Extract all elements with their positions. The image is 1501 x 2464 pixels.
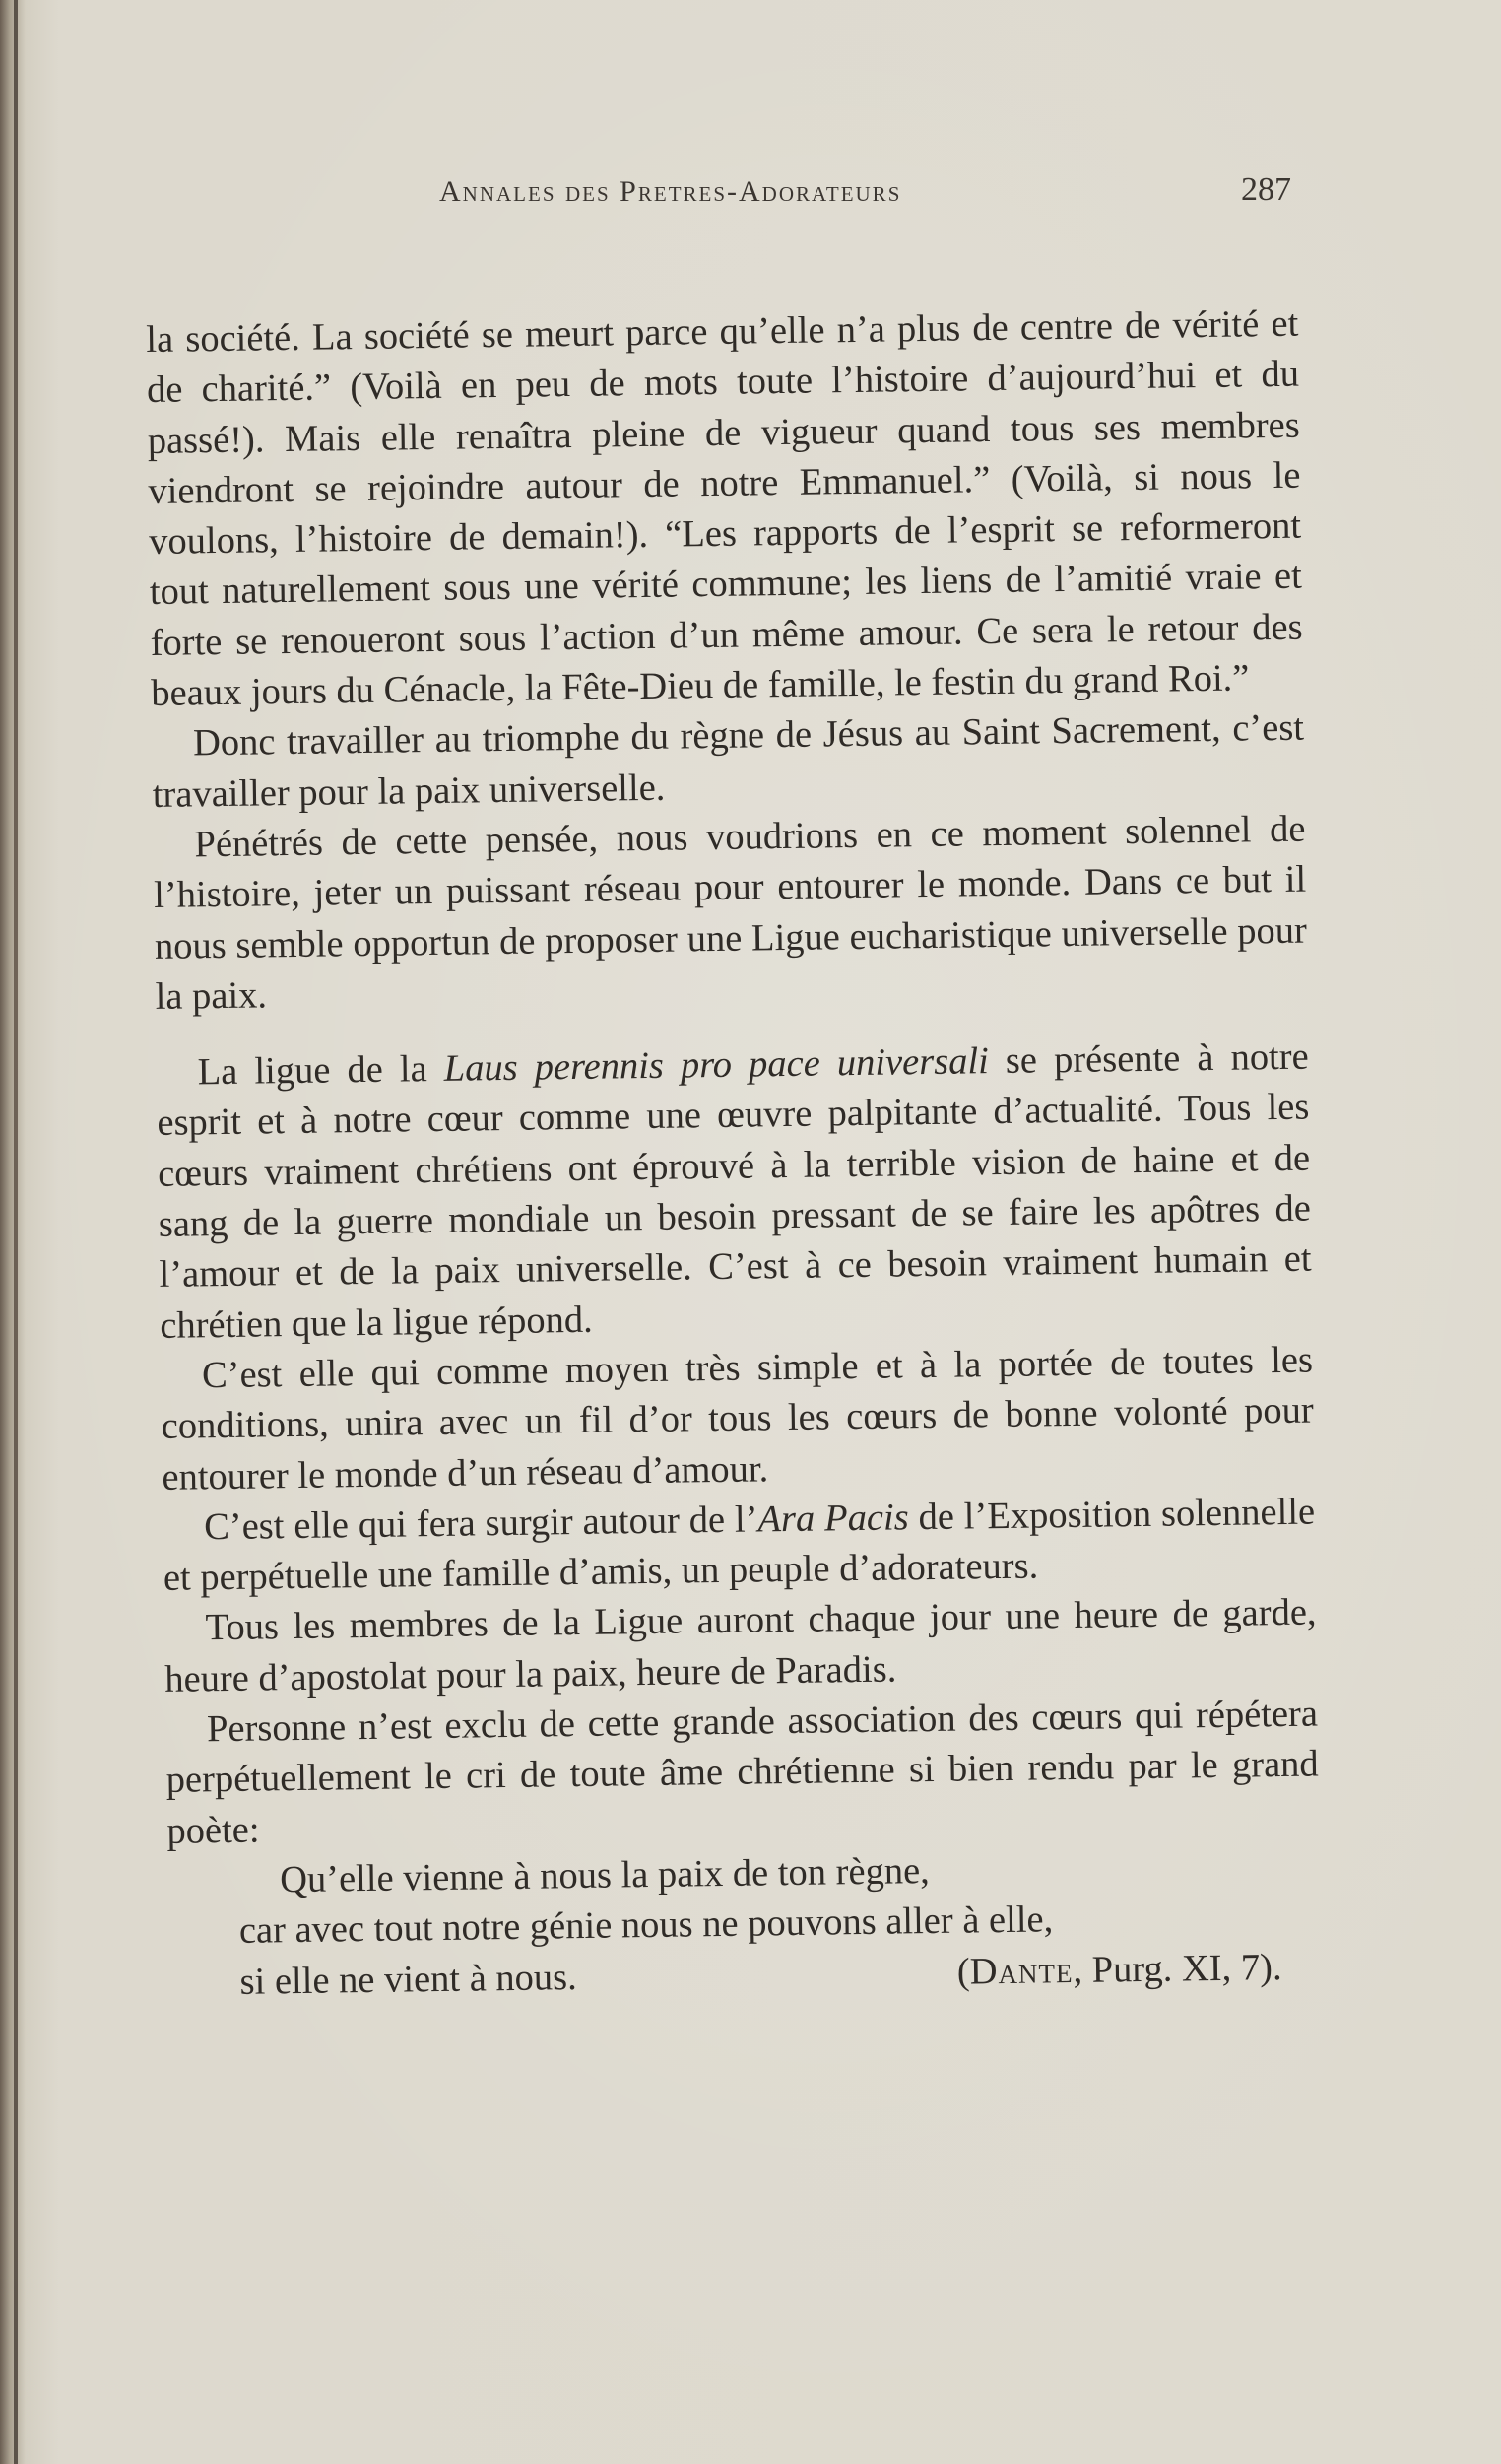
paragraph-laus-perennis-start: La ligue de la xyxy=(197,1048,445,1094)
citation-reference: , Purg. XI, 7). xyxy=(1073,1946,1282,1991)
paragraph-continuation: la société. La société se meurt parce qu’elle n’a plus de centre de vérité et de charité.” (Voilà en peu de mots toute l’histoire d’aujourd’hui et du passé!). Mais elle renaîtra pleine de vigueur quand tous ses membres viendront se rejoindre autour de notre Emmanuel.” (Voilà, si nous le voulons, l’histoire de demain!). “Les rapports de l’esprit se reformeront tout naturellement sous une vérité commune; les liens de l’amitié vraie et forte se renoueront sous l’action d’un même amour. Ce sera le retour des beaux jours du Cénacle, la Fête-Dieu de famille, le festin du grand Roi.” xyxy=(146,302,1303,715)
verse-line-2: car avec tout notre génie nous ne pouvons aller à elle, xyxy=(238,1898,1054,1953)
paragraph-membres-ligue: Tous les membres de la Ligue auront chaque jour une heure de garde, heure d’apostolat pour la paix, heure de Paradis. xyxy=(164,1591,1317,1700)
page-number: 287 xyxy=(1241,171,1291,208)
paragraph-ara-pacis-rest: de l’Exposition solennelle et perpétuelle une famille d’amis, un peuple d’adorateurs. xyxy=(163,1491,1316,1599)
paragraph-fil-dor: C’est elle qui comme moyen très simple et à la portée de toutes les conditions, unira avec un fil d’or tous les cœurs de bonne volonté pour entourer le monde d’un réseau d’amour. xyxy=(161,1339,1314,1498)
paragraph-laus-perennis xyxy=(156,1032,1312,1352)
italic-ara-pacis: Ara Pacis xyxy=(757,1497,909,1541)
verse-line-1: Qu’elle vienne à nous la paix de ton règne, xyxy=(279,1849,931,1901)
verse-quotation xyxy=(167,1840,1322,2008)
citation-open: ( xyxy=(956,1950,970,1993)
verse-citation xyxy=(956,1943,1281,1998)
citation-author: Dante xyxy=(969,1949,1074,1992)
running-head-title: Annales des Pretres-Adorateurs xyxy=(439,175,902,208)
body-text xyxy=(146,300,1322,2009)
verse-line-3: si elle ne vient à nous. xyxy=(239,1956,578,2003)
book-spine-edge xyxy=(14,0,18,2464)
paragraph-donc-travailler: Donc travailler au triomphe du règne de Jésus au Saint Sacrement, c’est travailler pour la paix universelle. xyxy=(152,706,1305,816)
paragraph-penetres: Pénétrés de cette pensée, nous voudrions en ce moment solennel de l’histoire, jeter un puissant réseau pour entourer le monde. Dans ce but il nous semble opportun de proposer une Ligue eucharistique universelle pour la paix. xyxy=(153,808,1308,1018)
paragraph-ara-pacis xyxy=(163,1487,1316,1604)
paragraph-laus-perennis-rest: se présente à notre esprit et à notre cœur comme une œuvre palpitante d’actualité. Tous les cœurs vraiment chrétiens ont éprouvé à la terrible vision de haine et de sang de la guerre mondiale un besoin pressant de se faire les apôtres de l’amour et de la paix universelle. C’est à ce besoin vraiment humain et chrétien que la ligue répond. xyxy=(157,1035,1312,1347)
italic-laus-perennis: Laus perennis pro pace universali xyxy=(443,1040,990,1091)
paragraph-personne: Personne n’est exclu de cette grande association des cœurs qui répétera perpétuellement le cri de toute âme chrétienne si bien rendu par le grand poète: xyxy=(165,1693,1319,1852)
paragraph-ara-pacis-start: C’est elle qui fera surgir autour de l’ xyxy=(203,1498,758,1549)
